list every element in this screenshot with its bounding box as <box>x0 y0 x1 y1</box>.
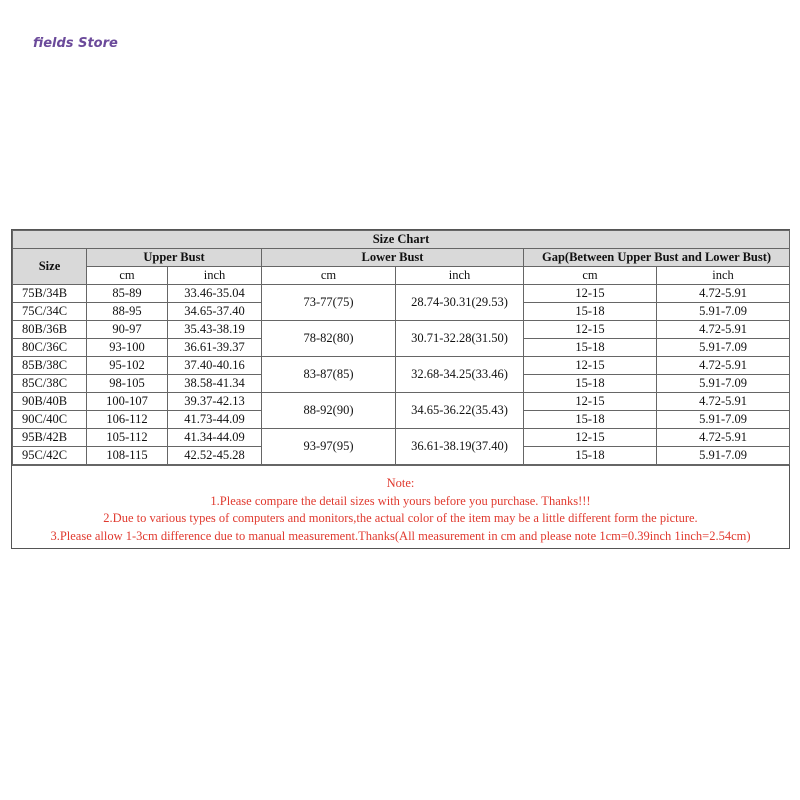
size-chart-table <box>12 230 790 465</box>
upper-bust-cm-cell: 98-105 <box>87 375 168 393</box>
size-cell: 75C/34C <box>13 303 87 321</box>
unit-header: inch <box>657 267 790 285</box>
upper-bust-inch-cell: 33.46-35.04 <box>168 285 262 303</box>
lower-bust-inch-cell: 34.65-36.22(35.43) <box>396 393 524 429</box>
store-watermark: fields Store <box>33 36 118 51</box>
table-row <box>13 285 790 303</box>
unit-header: cm <box>262 267 396 285</box>
chart-title: Size Chart <box>13 231 790 249</box>
gap-header: Gap(Between Upper Bust and Lower Bust) <box>524 249 790 267</box>
upper-bust-inch-cell: 35.43-38.19 <box>168 321 262 339</box>
gap-inch-cell: 5.91-7.09 <box>657 447 790 465</box>
gap-cm-cell: 15-18 <box>524 447 657 465</box>
gap-inch-cell: 4.72-5.91 <box>657 357 790 375</box>
upper-bust-inch-cell: 41.34-44.09 <box>168 429 262 447</box>
upper-bust-cm-cell: 85-89 <box>87 285 168 303</box>
upper-bust-cm-cell: 108-115 <box>87 447 168 465</box>
upper-bust-cm-cell: 106-112 <box>87 411 168 429</box>
size-cell: 95B/42B <box>13 429 87 447</box>
size-cell: 85B/38C <box>13 357 87 375</box>
upper-bust-inch-cell: 42.52-45.28 <box>168 447 262 465</box>
upper-bust-inch-cell: 37.40-40.16 <box>168 357 262 375</box>
lower-bust-inch-cell: 28.74-30.31(29.53) <box>396 285 524 321</box>
upper-bust-inch-cell: 34.65-37.40 <box>168 303 262 321</box>
note-line: 3.Please allow 1-3cm difference due to manual measurement.Thanks(All measurement in cm and please note 1cm=0.39inch 1inch=2.54cm) <box>50 528 751 543</box>
unit-header: inch <box>168 267 262 285</box>
size-column-header: Size <box>13 249 87 285</box>
size-cell: 90C/40C <box>13 411 87 429</box>
unit-header: cm <box>87 267 168 285</box>
gap-inch-cell: 4.72-5.91 <box>657 321 790 339</box>
size-cell: 85C/38C <box>13 375 87 393</box>
upper-bust-cm-cell: 105-112 <box>87 429 168 447</box>
gap-inch-cell: 5.91-7.09 <box>657 375 790 393</box>
lower-bust-inch-cell: 30.71-32.28(31.50) <box>396 321 524 357</box>
size-cell: 75B/34B <box>13 285 87 303</box>
gap-inch-cell: 5.91-7.09 <box>657 303 790 321</box>
gap-cm-cell: 15-18 <box>524 375 657 393</box>
gap-cm-cell: 12-15 <box>524 393 657 411</box>
upper-bust-cm-cell: 95-102 <box>87 357 168 375</box>
size-cell: 95C/42C <box>13 447 87 465</box>
gap-cm-cell: 15-18 <box>524 339 657 357</box>
gap-inch-cell: 5.91-7.09 <box>657 339 790 357</box>
lower-bust-header: Lower Bust <box>262 249 524 267</box>
gap-cm-cell: 15-18 <box>524 411 657 429</box>
table-row <box>13 357 790 375</box>
note-line: 1.Please compare the detail sizes with yours before you purchase. Thanks!!! <box>210 493 591 508</box>
lower-bust-cm-cell: 83-87(85) <box>262 357 396 393</box>
lower-bust-cm-cell: 78-82(80) <box>262 321 396 357</box>
gap-cm-cell: 12-15 <box>524 285 657 303</box>
size-cell: 90B/40B <box>13 393 87 411</box>
gap-cm-cell: 12-15 <box>524 429 657 447</box>
note-line: 2.Due to various types of computers and monitors,the actual color of the item may be a little different form the picture. <box>103 511 698 525</box>
size-chart <box>11 229 790 549</box>
notes-section <box>12 465 789 548</box>
table-row <box>13 321 790 339</box>
lower-bust-inch-cell: 36.61-38.19(37.40) <box>396 429 524 465</box>
upper-bust-cm-cell: 88-95 <box>87 303 168 321</box>
unit-header: inch <box>396 267 524 285</box>
upper-bust-inch-cell: 41.73-44.09 <box>168 411 262 429</box>
gap-cm-cell: 15-18 <box>524 303 657 321</box>
gap-cm-cell: 12-15 <box>524 357 657 375</box>
gap-inch-cell: 4.72-5.91 <box>657 429 790 447</box>
size-cell: 80B/36B <box>13 321 87 339</box>
upper-bust-cm-cell: 100-107 <box>87 393 168 411</box>
upper-bust-inch-cell: 36.61-39.37 <box>168 339 262 357</box>
table-row <box>13 429 790 447</box>
lower-bust-cm-cell: 93-97(95) <box>262 429 396 465</box>
upper-bust-cm-cell: 93-100 <box>87 339 168 357</box>
unit-header: cm <box>524 267 657 285</box>
upper-bust-header: Upper Bust <box>87 249 262 267</box>
size-cell: 80C/36C <box>13 339 87 357</box>
lower-bust-inch-cell: 32.68-34.25(33.46) <box>396 357 524 393</box>
gap-inch-cell: 5.91-7.09 <box>657 411 790 429</box>
table-row <box>13 393 790 411</box>
gap-inch-cell: 4.72-5.91 <box>657 285 790 303</box>
lower-bust-cm-cell: 73-77(75) <box>262 285 396 321</box>
gap-inch-cell: 4.72-5.91 <box>657 393 790 411</box>
upper-bust-inch-cell: 39.37-42.13 <box>168 393 262 411</box>
gap-cm-cell: 12-15 <box>524 321 657 339</box>
upper-bust-inch-cell: 38.58-41.34 <box>168 375 262 393</box>
notes-heading: Note: <box>386 476 415 490</box>
upper-bust-cm-cell: 90-97 <box>87 321 168 339</box>
lower-bust-cm-cell: 88-92(90) <box>262 393 396 429</box>
